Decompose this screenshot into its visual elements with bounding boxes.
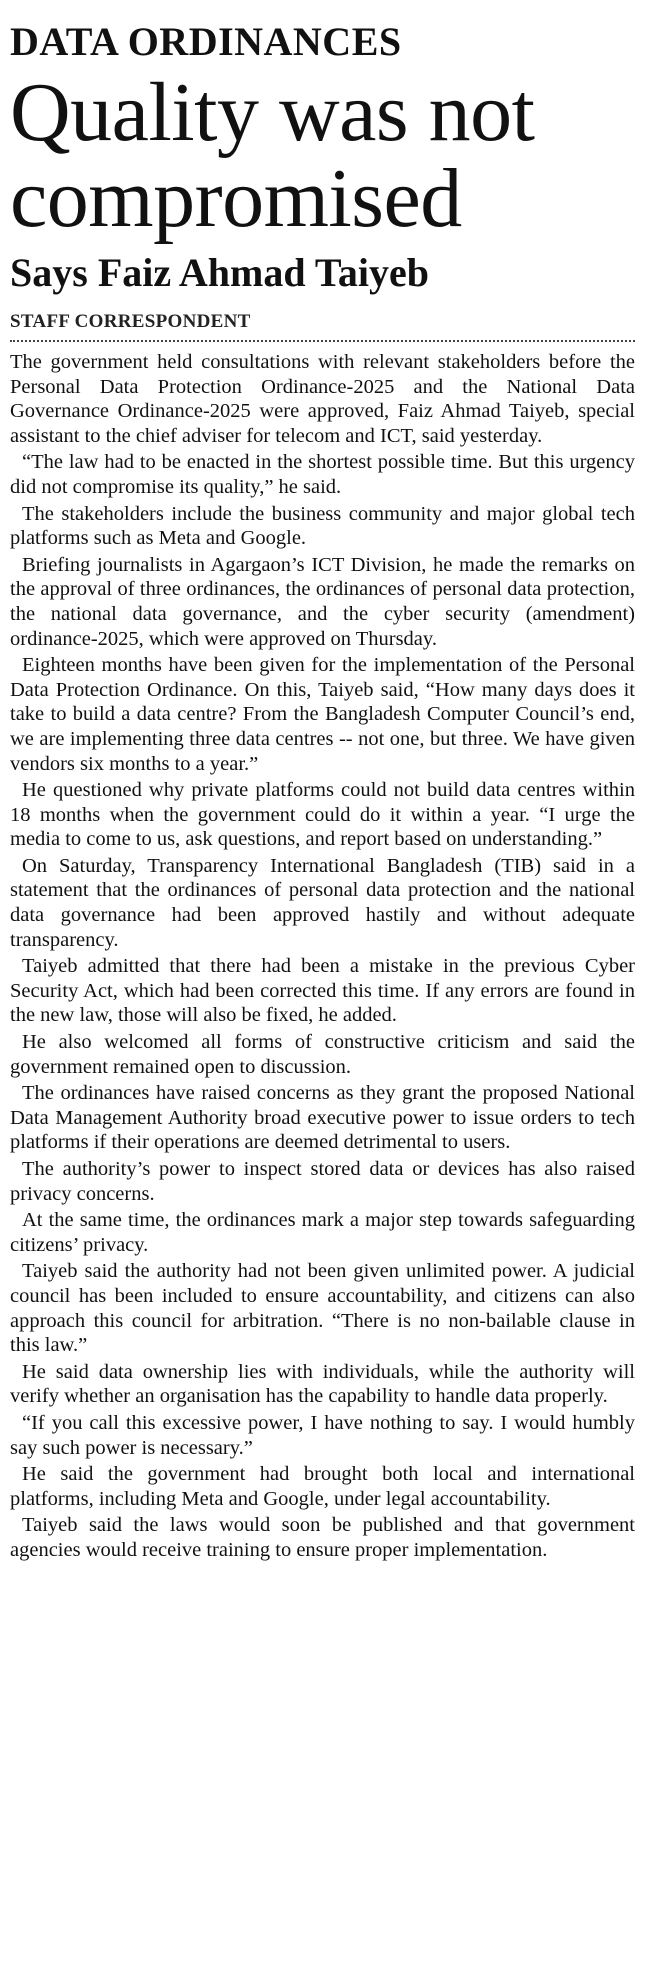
subheadline: Says Faiz Ahmad Taiyeb [10,250,430,295]
headline-line-1: Quality was not [10,66,535,159]
headline [10,66,635,245]
paragraph: Briefing journalists in Agargaon’s ICT Division, he made the remarks on the approval of three ordinances, the ordinances of personal data protection, the national data governance, and the cyber security (amendment) ordinance-2025, which were approved on Thursday. [10,553,635,650]
news-article [10,0,635,1563]
paragraph: The authority’s power to inspect stored data or devices has also raised privacy concerns. [10,1158,635,1205]
paragraph: He said the government had brought both local and international platforms, including Meta and Google, under legal accountability. [10,1463,635,1510]
paragraph: The government held consultations with relevant stakeholders before the Personal Data Protection Ordinance-2025 and the National Data Governance Ordinance-2025 were approved, Faiz Ahmad Taiyeb, special assistant to the chief adviser for telecom and ICT, said yesterday. [10,351,635,447]
paragraph: He said data ownership lies with individuals, while the authority will verify whether an organisation has the capability to handle data properly. [10,1360,635,1408]
paragraph: Taiyeb said the laws would soon be published and that government agencies would receive training to ensure proper implementation. [10,1514,635,1561]
paragraph: On Saturday, Transparency International Bangladesh (TIB) said in a statement that the ordinances of personal data protection and the national data governance had been approved hastily and without adequate transparency. [10,854,635,951]
section-kicker: DATA ORDINANCES [10,19,402,64]
paragraph: Taiyeb admitted that there had been a mistake in the previous Cyber Security Act, which had been corrected this time. If any errors are found in the new law, those will also be fixed, he added. [10,955,635,1027]
paragraph: “The law had to be enacted in the shortest possible time. But this urgency did not compromise its quality,” he said. [10,451,635,498]
paragraph: Eighteen months have been given for the implementation of the Personal Data Protection Ordinance. On this, Taiyeb said, “How many days does it take to build a data centre? From the Bangladesh Computer Council’s end, we are implementing three data centres -- not one, but three. We have given vendors six months to a year.” [10,654,635,775]
paragraph: The ordinances have raised concerns as they grant the proposed National Data Management Authority broad executive power to issue orders to tech platforms if their operations are deemed detrimental to users. [10,1082,635,1154]
paragraph: He questioned why private platforms could not build data centres within 18 months when the government could do it within a year. “I urge the media to come to us, ask questions, and report based on understanding.” [10,779,635,851]
paragraph: “If you call this excessive power, I have nothing to say. I would humbly say such power is necessary.” [10,1411,635,1459]
paragraph: He also welcomed all forms of constructive criticism and said the government remained open to discussion. [10,1031,635,1078]
paragraph: The stakeholders include the business community and major global tech platforms such as Meta and Google. [10,502,635,550]
headline-line-2: compromised [10,152,462,245]
article-body [10,350,635,1563]
paragraph: Taiyeb said the authority had not been given unlimited power. A judicial council has been included to ensure accountability, and citizens can also approach this council for arbitration. “There is no non-bailable clause in this law.” [10,1260,635,1357]
paragraph: At the same time, the ordinances mark a major step towards safeguarding citizens’ privacy. [10,1209,635,1256]
byline: STAFF CORRESPONDENT [10,311,251,332]
dotted-divider [10,340,635,342]
